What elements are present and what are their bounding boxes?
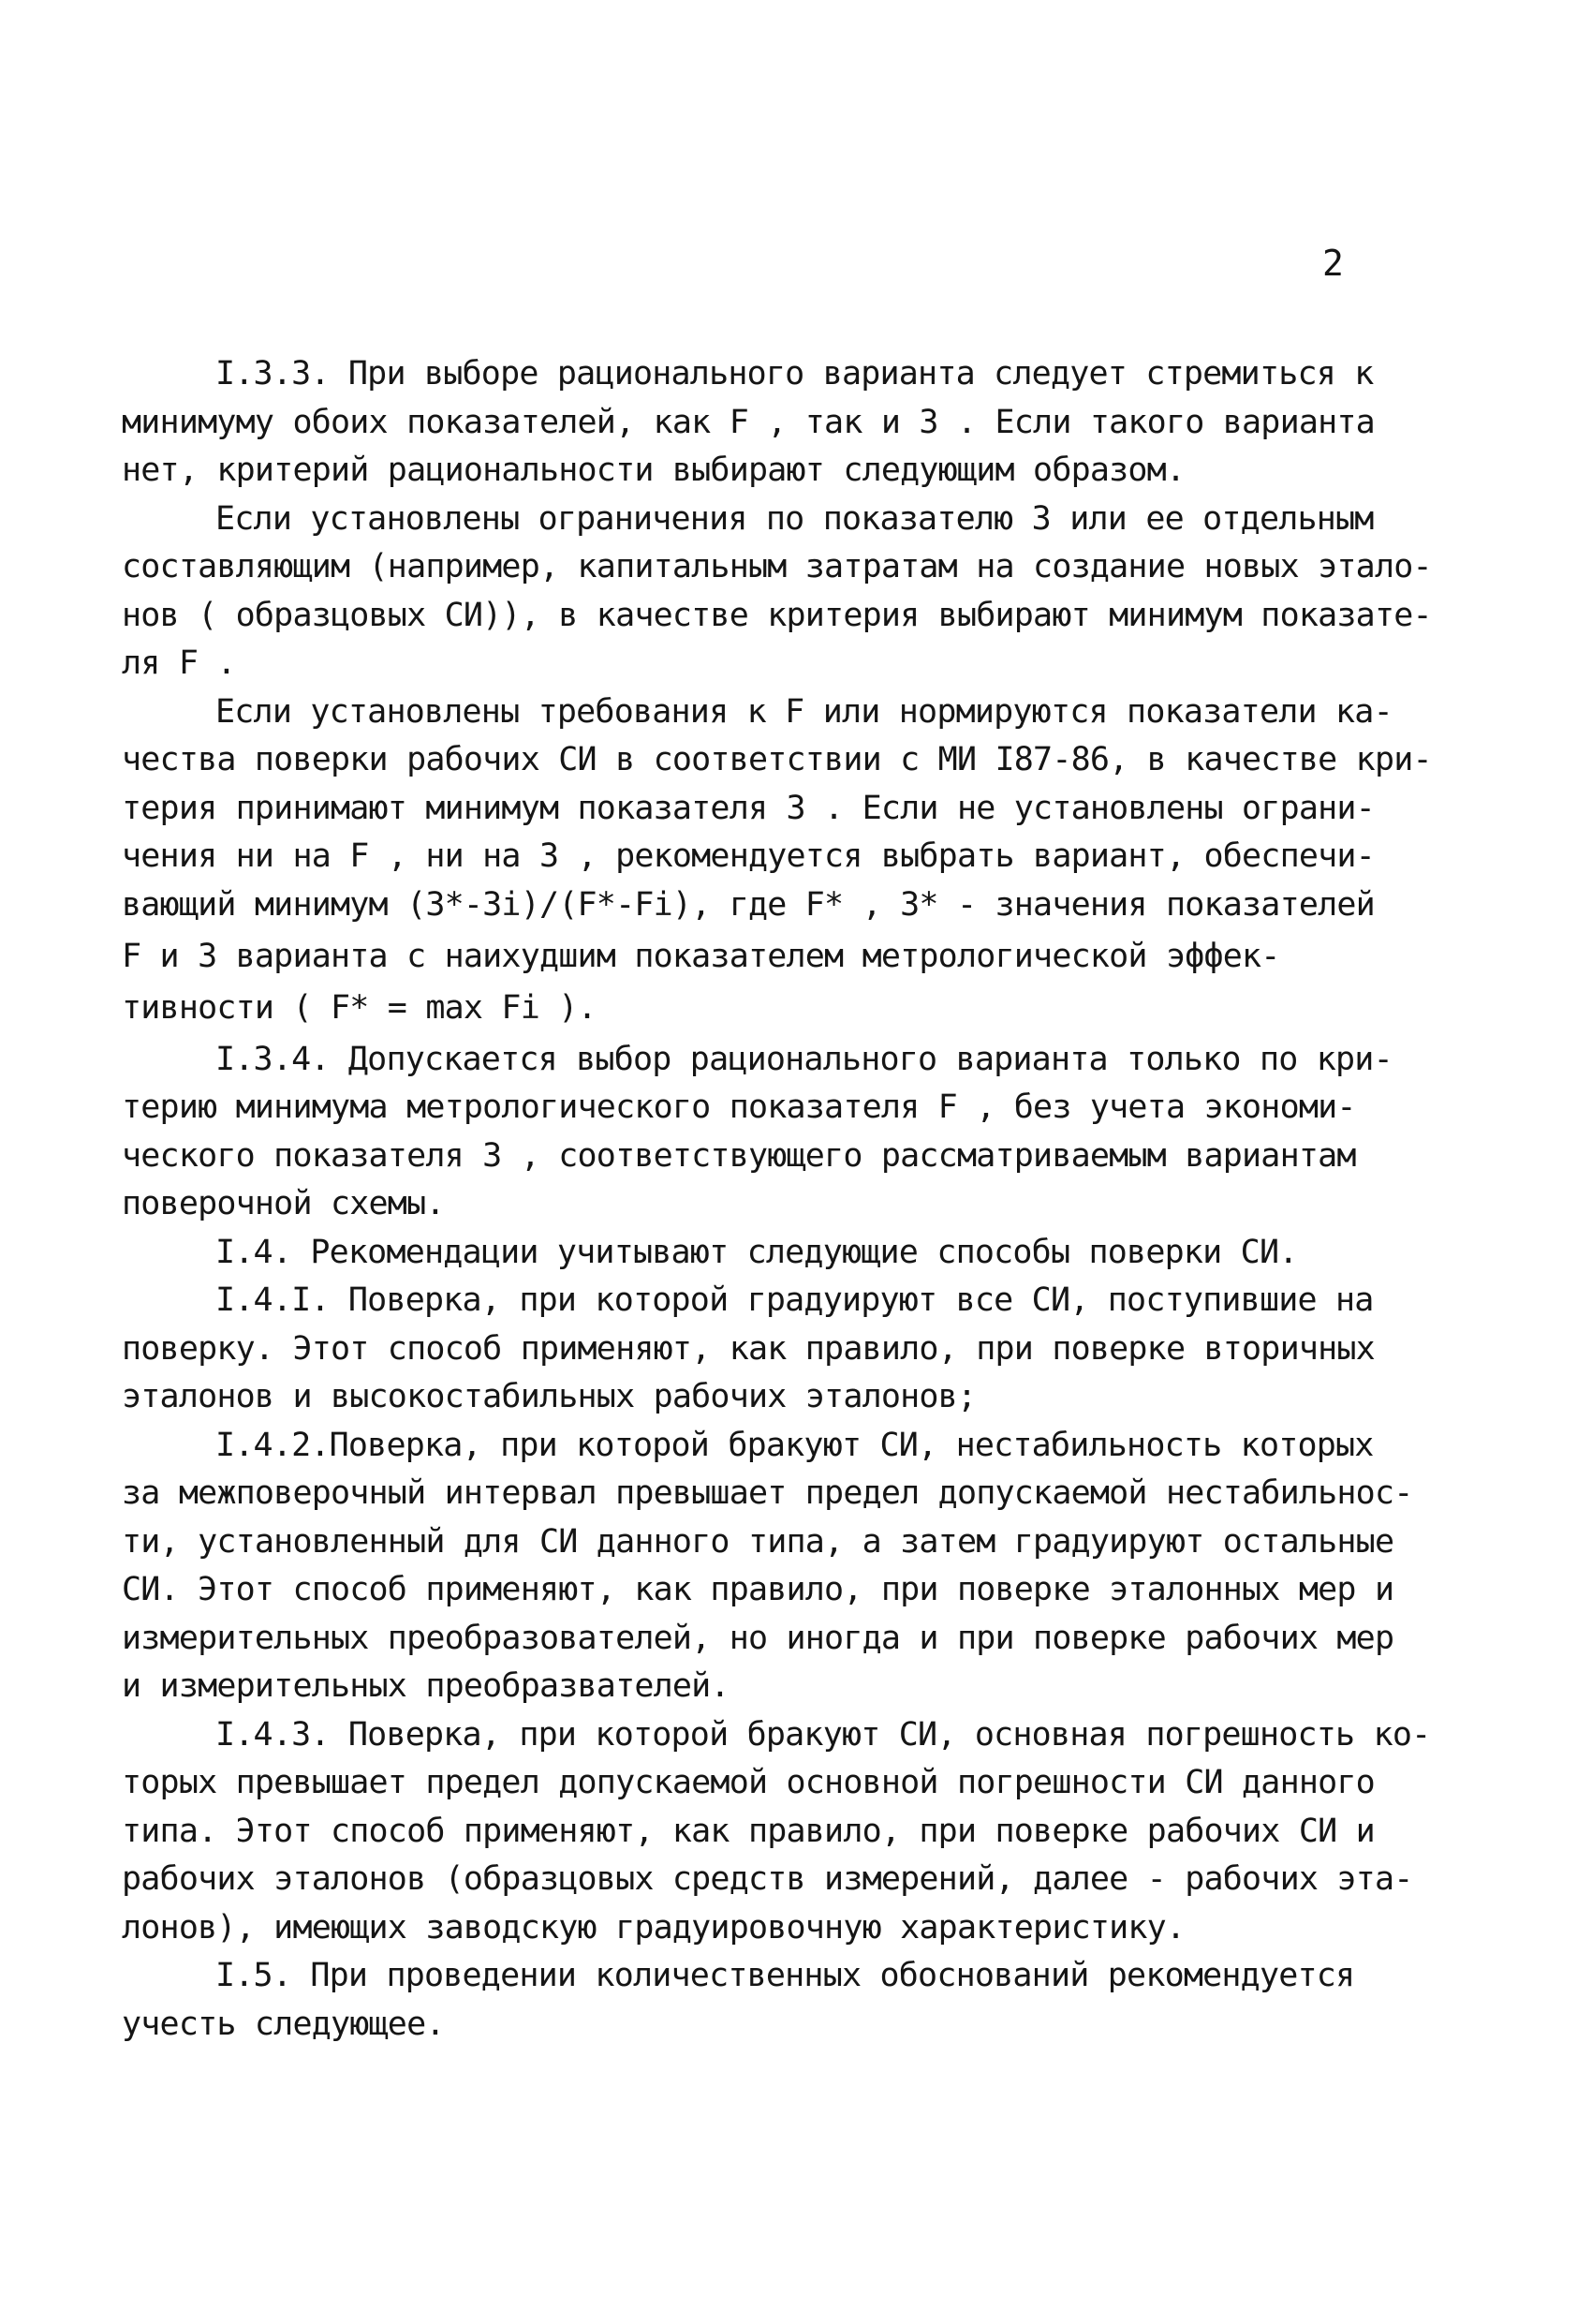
text-line: чения ни на F , ни на З , рекомендуется выбрать вариант, обеспечи- — [122, 837, 1375, 875]
paragraph-requirements-f — [122, 688, 1489, 1036]
text-line: I.4.2.Поверка, при которой бракуют СИ, нестабильность которых — [215, 1426, 1374, 1464]
formula-line: вающий минимум (З*-Зi)/(F*-Fi), где F* , З* - значения показателей — [122, 885, 1375, 924]
page-number: 2 — [1322, 243, 1344, 284]
paragraph-restrictions-z — [122, 496, 1489, 688]
text-line: типа. Этот способ применяют, как правило, при поверке рабочих СИ и — [122, 1812, 1375, 1850]
text-line: СИ. Этот способ применяют, как правило, при поверке эталонных мер и — [122, 1571, 1394, 1608]
text-line: I.3.4. Допускается выбор рационального варианта только по кри- — [215, 1040, 1393, 1078]
paragraph-1-3-3 — [122, 350, 1489, 496]
text-line: за межповерочный интервал превышает предел допускаемой нестабильнос- — [122, 1474, 1413, 1512]
text-line: лонов), имеющих заводскую градуировочную характеристику. — [122, 1908, 1186, 1947]
text-line: нов ( образцовых СИ)), в качестве критерия выбирают минимум показате- — [122, 596, 1432, 634]
text-line: ля F . — [122, 644, 236, 682]
text-line: поверочной схемы. — [122, 1185, 445, 1222]
text-line: рабочих эталонов (образцовых средств измерений, далее - рабочих эта- — [122, 1860, 1413, 1898]
text-line: составляющим (например, капитальным затратам на создание новых этало- — [122, 548, 1432, 585]
text-line: I.4. Рекомендации учитывают следующие способы поверки СИ. — [215, 1233, 1298, 1271]
text-line: I.4.I. Поверка, при которой градуируют все СИ, поступившие на — [215, 1281, 1374, 1319]
text-line: ти, установленный для СИ данного типа, а затем градуируют остальные — [122, 1522, 1394, 1561]
paragraph-1-4-2 — [122, 1422, 1489, 1711]
paragraph-1-5 — [122, 1952, 1489, 2049]
text-line: терия принимают минимум показателя З . Если не установлены ограни- — [122, 789, 1375, 827]
text-line: эталонов и высокостабильных рабочих эталонов; — [122, 1378, 977, 1415]
paragraph-1-4-3 — [122, 1711, 1489, 1953]
text-line: измерительных преобразователей, но иногда и при поверке рабочих мер — [122, 1619, 1394, 1657]
text-line: I.3.3. При выборе рационального варианта следует стремиться к — [215, 355, 1374, 392]
paragraph-1-4 — [122, 1229, 1489, 1278]
text-line: Если установлены требования к F или нормируются показатели ка- — [215, 692, 1393, 731]
text-line: Если установлены ограничения по показателю З или ее отдельным — [215, 499, 1374, 538]
text-line: ческого показателя З , соответствующего рассматриваемым вариантам — [122, 1136, 1356, 1175]
formula-line: тивности ( F* = max Fi ). — [122, 988, 597, 1027]
paragraph-1-4-1 — [122, 1277, 1489, 1422]
document-body — [122, 350, 1489, 2049]
text-line: торых превышает предел допускаемой основной погрешности СИ данного — [122, 1764, 1375, 1801]
text-line: I.4.3. Поверка, при которой бракуют СИ, основная погрешность ко- — [215, 1715, 1431, 1754]
text-line: терию минимума метрологического показателя F , без учета экономи- — [122, 1088, 1356, 1126]
text-line: и измерительных преобразвателей. — [122, 1667, 730, 1705]
text-line: нет, критерий рациональности выбирают следующим образом. — [122, 451, 1186, 489]
formula-line: F и З варианта с наихудшим показателем метрологической эффек- — [122, 937, 1280, 975]
paragraph-1-3-4 — [122, 1036, 1489, 1229]
text-line: I.5. При проведении количественных обоснований рекомендуется — [215, 1957, 1355, 1994]
text-line: чества поверки рабочих СИ в соответствии с МИ I87-86, в качестве кри- — [122, 741, 1432, 778]
text-line: учесть следующее. — [122, 2005, 445, 2043]
text-line: минимуму обоих показателей, как F , так и З . Если такого варианта — [122, 403, 1375, 441]
text-line: поверку. Этот способ применяют, как правило, при поверке вторичных — [122, 1329, 1375, 1368]
